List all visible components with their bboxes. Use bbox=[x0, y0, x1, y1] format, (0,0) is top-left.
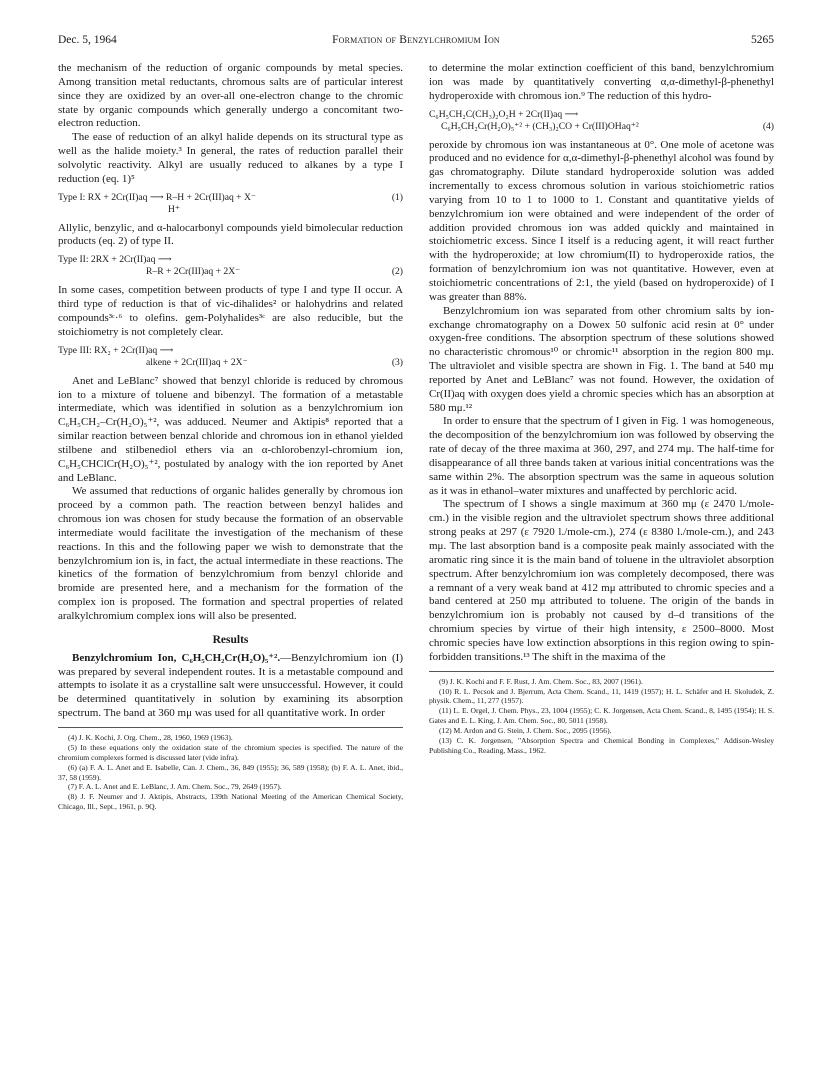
paragraph-text: —Benzylchromium ion (I) was prepared by several independent routes. It is a metastable compound and attempts to isolate it as a crystalline salt were unsuccessful. However, it could be determined quantitatively in solution by examining its absorption spectrum. The band at 360 mμ was used for all quantitative work. In order bbox=[58, 651, 404, 720]
equation-text: C₆H₅CH₂Cr(H₂O)₅⁺² + (CH₃)₂CO + Cr(III)OHaq⁺² bbox=[441, 120, 639, 132]
equation-text: R–R + 2Cr(III)aq + 2X⁻ bbox=[146, 266, 241, 278]
paragraph: to determine the molar extinction coefficient of this band, benzylchromium ion was made by quantitatively converting α,α-dimethyl-β-phenethyl hydroperoxide with chromous ion.⁹ The reduction of this hydro- bbox=[429, 62, 774, 102]
paragraph: The ease of reduction of an alkyl halide depends on its structural type as well as the halide moiety.³ In general, the rates of reduction parallel their solvolytic reactivity. Alkyl are usually reduced to alkanes by a type I reduction (eq. 1)⁵ bbox=[58, 131, 403, 185]
footnote: (9) J. K. Kochi and F. F. Rust, J. Am. Chem. Soc., 83, 2007 (1961). bbox=[439, 676, 643, 686]
paragraph bbox=[58, 652, 403, 721]
footnote: (4) J. K. Kochi, J. Org. Chem., 28, 1960, 1969 (1963). bbox=[68, 732, 233, 742]
paragraph: In order to ensure that the spectrum of I given in Fig. 1 was homogeneous, the decomposition of the benzylchromium ion was followed by observing the rate of decay of the three maxima at 360, 297, and 274 mμ. The half-time for disappearance of all three bands taken at various initial concentrations was the same within 2%. The absorption spectrum was the same in aqueous solution as it was in ethanol–water mixtures and unaffected by perchloric acid. bbox=[429, 415, 774, 497]
footnote: (11) L. E. Orgel, J. Chem. Phys., 23, 1004 (1955); C. K. Jorgensen, Acta Chem. Scand., 8, 1495 (1954); H. S. Gates and E. L. King, J. Am. Chem. Soc., 80, 5011 (1958). bbox=[429, 706, 774, 726]
equation-text: C₆H₅CH₂C(CH₃)₂O₂H + 2Cr(II)aq ⟶ bbox=[429, 108, 579, 120]
left-column bbox=[58, 62, 403, 812]
run-in-heading: Benzylchromium Ion, C₆H₅CH₂Cr(H₂O)₅⁺². bbox=[72, 651, 281, 664]
paragraph: the mechanism of the reduction of organic compounds by metal species. Among transition metal reductants, chromous salts are of particular interest since they are oxidized by an over-all one-electron change to the chromic state by organic compounds which generally undergo a concomitant two-electron reduction. bbox=[58, 62, 403, 130]
footnote: (6) (a) F. A. L. Anet and E. Isabelle, Can. J. Chem., 36, 849 (1955); 36, 589 (1958); (b) F. A. L. Anet, ibid., 37, 58 (1959). bbox=[58, 762, 403, 782]
equation-text: Type III: RX₂ + 2Cr(II)aq ⟶ bbox=[58, 344, 174, 356]
paragraph: We assumed that reductions of organic halides generally by chromous ion proceed by a common path. The reaction between benzyl halides and chromous ion was chosen for study because the formation of an observable intermediate would facilitate the investigation of the mechanism of these reactions. In this and the following paper we wish to demonstrate that the benzylchromium ion is, in fact, the actual intermediate in these reactions. The kinetics of the formation of benzylchromium from benzyl chloride and bromide are presented here, and a mechanism for the formation of the complex ion is proposed. The formation and spectral properties of related aralkylchromium complex ions will also be presented. bbox=[58, 485, 403, 622]
footnote: (10) R. L. Pecsok and J. Bjerrum, Acta Chem. Scand., 11, 1419 (1957); H. L. Schäfer and H. Skoludek, Z. physik. Chem., 11, 277 (1957). bbox=[429, 686, 774, 706]
paragraph: Allylic, benzylic, and α-halocarbonyl compounds yield bimolecular reduction products (eq. 2) of type II. bbox=[58, 221, 403, 248]
footnote: (5) In these equations only the oxidation state of the chromium species is specified. The nature of the chromium complexes formed is discussed later (vide infra). bbox=[58, 742, 403, 762]
footnote-rule bbox=[429, 671, 774, 672]
equation-catalyst: H⁺ bbox=[168, 203, 180, 215]
footnote: (7) F. A. L. Anet and E. LeBlanc, J. Am. Chem. Soc., 79, 2649 (1957). bbox=[68, 782, 282, 792]
equation-number: (4) bbox=[762, 120, 774, 132]
footnote: (12) M. Ardon and G. Stein, J. Chem. Soc., 2095 (1956). bbox=[439, 726, 612, 736]
footnote: (8) J. F. Neumer and J. Aktipis, Abstracts, 139th National Meeting of the American Chemical Society, Chicago, Ill., Sept., 1961, p. 9Q. bbox=[58, 792, 403, 812]
running-header bbox=[58, 34, 774, 50]
paragraph: Benzylchromium ion was separated from other chromium salts by ion-exchange chromatography on a Dowex 50 sulfonic acid resin at 0° under oxygen-free conditions. The absorption spectrum of these solutions showed no characteristic chromous¹⁰ or chromic¹¹ absorption in the region 800 mμ. The ultraviolet and visible spectra are shown in Fig. 1. The band at 540 mμ reported by Anet and LeBlanc⁷ was not found. However, the oxidation of Cr(II)aq with oxygen does yield a chromic species which has an absorption at 580 mμ.¹² bbox=[429, 304, 774, 414]
footnotes bbox=[58, 733, 403, 812]
equation-4 bbox=[429, 109, 774, 133]
equation-3 bbox=[58, 345, 403, 369]
footnote-rule bbox=[58, 727, 403, 728]
equation-text: alkene + 2Cr(III)aq + 2X⁻ bbox=[146, 356, 248, 368]
equation-1 bbox=[58, 192, 403, 216]
header-date: Dec. 5, 1964 bbox=[58, 34, 117, 46]
header-page-number: 5265 bbox=[751, 34, 774, 46]
equation-number: (2) bbox=[391, 266, 403, 278]
equation-text: Type I: RX + 2Cr(II)aq ⟶ R–H + 2Cr(III)aq + X⁻ bbox=[58, 191, 256, 203]
equation-number: (3) bbox=[391, 356, 403, 368]
equation-2 bbox=[58, 254, 403, 278]
paragraph: The spectrum of I shows a single maximum at 360 mμ (ε 2470 l./mole-cm.) in the visible region and the ultraviolet spectrum shows three additional strong peaks at 297 (ε 7920 l./mole-cm.), 274 (ε 8380 l./mole-cm.), and 243 mμ. The last absorption band is a composite peak mainly associated with the aromatic ring since it is the main band of toluene in the ultraviolet absorption spectrum. After benzylchromium ion was completely decomposed, there was a remnant of a very weak band at 412 mμ attributed to chromic species and a band centered at 250 mμ attributed to toluene. The origin of the bands in benzylchromium ion is probably not caused by d–d transitions of the chromium species by virtue of their high intensity, ε 2500–8000. Most chromic species have low extinction absorptions in this region owing to spin-forbidden transitions.¹³ The shift in the maxima of the bbox=[429, 498, 774, 663]
footnote: (13) C. K. Jorgensen, "Absorption Spectra and Chemical Bonding in Complexes," Addison-Wesley Publishing Co., Reading, Mass., 1962. bbox=[429, 736, 774, 755]
section-heading: Results bbox=[212, 633, 249, 646]
equation-number: (1) bbox=[391, 191, 403, 203]
paragraph: In some cases, competition between products of type I and type II occur. A third type of reduction is that of vic-dihalides² or halohydrins and related compounds³ᶜ·⁶ to olefins. gem-Polyhalides³ᶜ are also reducible, but the stoichiometry is not completely clear. bbox=[58, 284, 403, 338]
equation-text: Type II: 2RX + 2Cr(II)aq ⟶ bbox=[58, 254, 172, 266]
header-title: Formation of Benzylchromium Ion bbox=[332, 34, 500, 46]
paragraph: peroxide by chromous ion was instantaneous at 0°. One mole of acetone was produced and no evidence for α,α-dimethyl-β-phenethyl alcohol was found by gas chromatography. Dilute standard hydroperoxide solution was added incrementally to excess chromous solution in various stoichiometric ratios varying from 10 to 1 to 1000 to 1. Constant and quantitative yields of benzylchromium ion were obtained and were independent of the order of addition provided chromous ion was added quickly and maintained in stoichiometric excess. Since I itself is a reducing agent, it will react further with the hydroperoxide; at low chromium(II) to hydroperoxide ratios, the formation of benzylchromium ion was not quantitative. However, even at stoichiometric concentrations of 2:1, the yield (based on hydroperoxide) of I was greater than 88%. bbox=[429, 138, 774, 303]
right-column bbox=[429, 62, 774, 756]
footnotes bbox=[429, 677, 774, 756]
paragraph: Anet and LeBlanc⁷ showed that benzyl chloride is reduced by chromous ion to a mixture of toluene and bibenzyl. The formation of a metastable intermediate, which was identified in solution as a benzylchromium ion C₆H₅CH₂–Cr(H₂O)₅⁺², was adduced. Neumer and Aktipis⁸ reported that a similar reaction between benzal chloride and chromous ion in ethanol yielded stilbene and stilbenediol ethers via an α-chlorobenzyl-chromium ion, C₆H₅CHClCr(H₂O)₅⁺², postulated by analogy with the ion reported by Anet and LeBlanc. bbox=[58, 374, 403, 484]
